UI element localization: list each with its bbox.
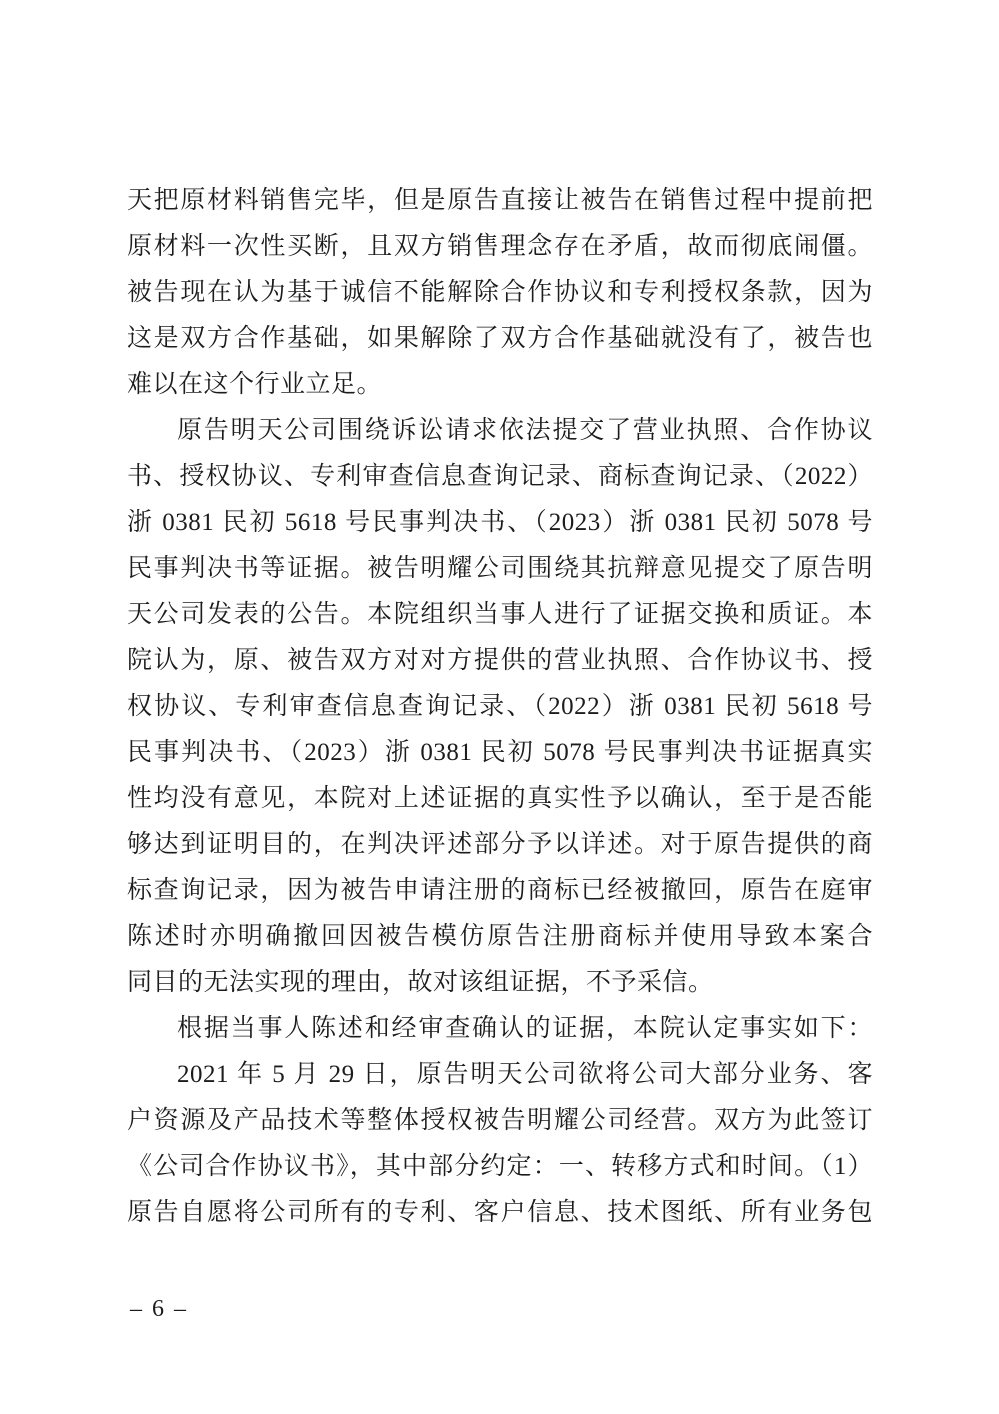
text-line: 民事判决书等证据。被告明耀公司围绕其抗辩意见提交了原告明 <box>127 555 873 582</box>
text-line: 性均没有意见，本院对上述证据的真实性予以确认，至于是否能 <box>127 785 873 812</box>
text-line: 原告明天公司围绕诉讼请求依法提交了营业执照、合作协议 <box>177 417 873 444</box>
text-line: 够达到证明目的，在判决评述部分予以详述。对于原告提供的商 <box>127 831 873 858</box>
text-line: 难以在这个行业立足。 <box>127 371 383 398</box>
text-line: 原告自愿将公司所有的专利、客户信息、技术图纸、所有业务包 <box>127 1199 873 1226</box>
text-line: 这是双方合作基础，如果解除了双方合作基础就没有了，被告也 <box>127 325 873 352</box>
text-line: 《公司合作协议书》，其中部分约定：一、转移方式和时间。（1） <box>127 1153 873 1180</box>
text-line: 被告现在认为基于诚信不能解除合作协议和专利授权条款，因为 <box>127 279 873 306</box>
text-line: 标查询记录，因为被告申请注册的商标已经被撤回，原告在庭审 <box>127 877 873 904</box>
document-body <box>127 178 873 1236</box>
text-line: 2021 年 5 月 29 日，原告明天公司欲将公司大部分业务、客 <box>177 1061 873 1088</box>
page-number: – 6 – <box>130 1296 188 1322</box>
text-line: 院认为，原、被告双方对对方提供的营业执照、合作协议书、授 <box>127 647 873 674</box>
text-line: 原材料一次性买断，且双方销售理念存在矛盾，故而彻底闹僵。 <box>127 233 873 260</box>
text-line: 户资源及产品技术等整体授权被告明耀公司经营。双方为此签订 <box>127 1107 873 1134</box>
text-line: 根据当事人陈述和经审查确认的证据，本院认定事实如下： <box>177 1015 873 1042</box>
text-line: 民事判决书、（2023）浙 0381 民初 5078 号民事判决书证据真实 <box>127 739 873 766</box>
text-line: 天公司发表的公告。本院组织当事人进行了证据交换和质证。本 <box>127 601 873 628</box>
text-line: 天把原材料销售完毕，但是原告直接让被告在销售过程中提前把 <box>127 187 873 214</box>
text-line: 陈述时亦明确撤回因被告模仿原告注册商标并使用导致本案合 <box>127 923 873 950</box>
text-line: 同目的无法实现的理由，故对该组证据，不予采信。 <box>127 969 714 996</box>
text-line: 浙 0381 民初 5618 号民事判决书、（2023）浙 0381 民初 5078 号 <box>127 509 873 536</box>
text-line: 书、授权协议、专利审查信息查询记录、商标查询记录、（2022） <box>127 463 873 490</box>
text-line: 权协议、专利审查信息查询记录、（2022）浙 0381 民初 5618 号 <box>127 693 873 720</box>
